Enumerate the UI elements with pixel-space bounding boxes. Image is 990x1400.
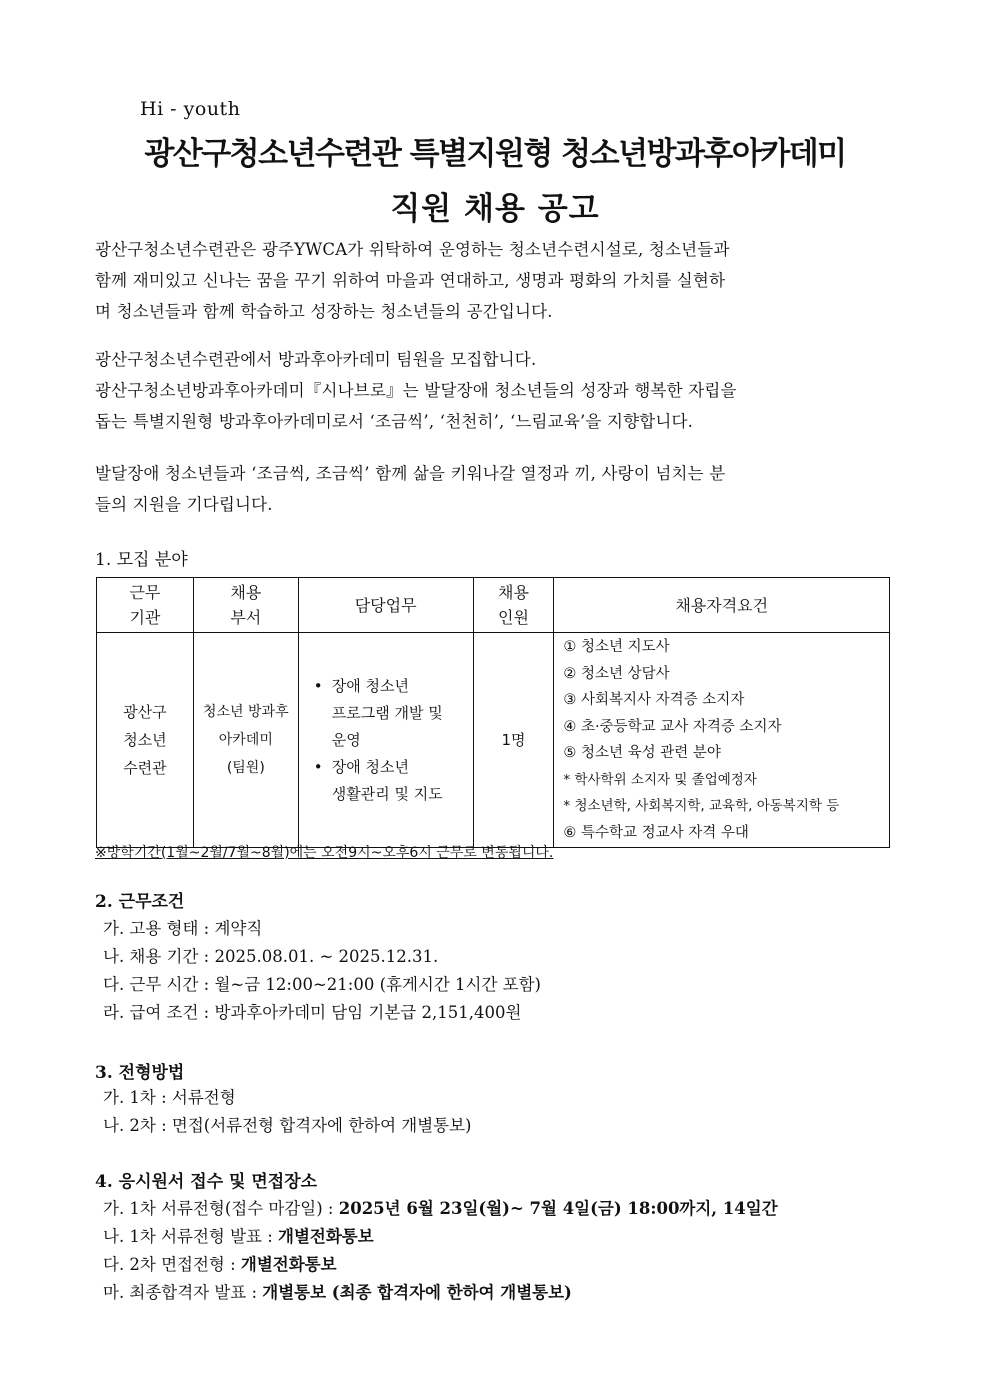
duty-list (300, 673, 472, 808)
duty-text: 생활관리 및 지도 (331, 784, 443, 803)
header-text: 채용 (230, 583, 262, 602)
text-line: 광산구청소년방과후아카데미『시나브로』는 발달장애 청소년들의 성장과 행복한 자립을 (95, 381, 737, 400)
list-item: 가. 고용 형태 : 계약직 (103, 919, 263, 938)
conditions-list (103, 915, 541, 1027)
list-item: * 청소년학, 사회복지학, 교육학, 아동복지학 등 (563, 798, 840, 814)
duty-text: 프로그램 개발 및 (331, 703, 443, 722)
application-list (103, 1195, 778, 1307)
cell-text: 청소년 방과후 (203, 704, 289, 720)
text-line: 며 청소년들과 함께 학습하고 성장하는 청소년들의 공간입니다. (95, 302, 553, 321)
table-row (97, 633, 890, 848)
cell-text: 아카데미 (218, 732, 273, 748)
table-header-row (97, 578, 890, 633)
duty-text: 장애 청소년 (331, 676, 409, 695)
list-item: ⑥ 특수학교 정교사 자격 우대 (563, 824, 749, 841)
qualification-list (555, 634, 888, 846)
section-heading-selection: 3. 전형방법 (95, 1063, 185, 1083)
header-text: 기관 (129, 608, 161, 627)
list-item: * 학사학위 소지자 및 졸업예정자 (563, 771, 757, 788)
list-item: 가. 1차 : 서류전형 (103, 1088, 236, 1107)
cell-duties (298, 633, 473, 848)
header-duty (298, 578, 473, 633)
list-item (314, 754, 472, 808)
item-value: 개별전화통보 (240, 1255, 337, 1274)
header-text: 담당업무 (354, 595, 417, 615)
program-eyebrow: Hi - youth (140, 98, 241, 120)
text-line: 발달장애 청소년들과 ‘조금씩, 조금씩’ 함께 삶을 키워나갈 열정과 끼, 사랑이 넘치는 분 (95, 464, 726, 483)
cell-text: 수련관 (123, 759, 167, 777)
cell-dept (193, 633, 298, 848)
duty-text: 운영 (331, 730, 361, 749)
cell-text: 광산구 (123, 703, 167, 721)
recruitment-table (96, 577, 890, 848)
list-item (103, 1195, 778, 1223)
header-text: 근무 (129, 583, 161, 602)
list-item (314, 673, 472, 754)
text-line: 들의 지원을 기다립니다. (95, 495, 273, 514)
list-item (103, 1223, 778, 1251)
intro-paragraph-3 (95, 458, 895, 520)
header-org (97, 578, 194, 633)
header-dept (193, 578, 298, 633)
item-label: 가. 1차 서류전형(접수 마감일) : (103, 1199, 339, 1218)
vacation-hours-note: ※방학기간(1월~2월/7월~8월)에는 오전9시~오후6시 근무로 변동됩니다. (95, 845, 554, 861)
list-item: ④ 초·중등학교 교사 자격증 소지자 (563, 718, 782, 735)
header-text: 채용자격요건 (675, 595, 769, 615)
intro-paragraph-2 (95, 344, 895, 437)
list-item: ③ 사회복지사 자격증 소지자 (563, 692, 745, 708)
text-line: 광산구청소년수련관은 광주YWCA가 위탁하여 운영하는 청소년수련시설로, 청소년들과 (95, 240, 730, 259)
list-item: ① 청소년 지도사 (563, 639, 670, 655)
list-item: 라. 급여 조건 : 방과후아카데미 담임 기본급 2,151,400원 (103, 1003, 522, 1022)
section-heading-conditions: 2. 근무조건 (95, 892, 185, 912)
cell-org (97, 633, 194, 848)
item-label: 마. 최종합격자 발표 : (103, 1283, 263, 1302)
header-qualifications (554, 578, 890, 633)
header-text: 채용 (498, 583, 529, 602)
cell-text: 청소년 (123, 731, 167, 749)
list-item (103, 1251, 778, 1279)
list-item: ⑤ 청소년 육성 관련 분야 (563, 745, 721, 761)
header-text: 부서 (230, 608, 262, 627)
list-item: 나. 채용 기간 : 2025.08.01. ~ 2025.12.31. (103, 947, 439, 966)
item-value: 2025년 6월 23일(월)~ 7월 4일(금) 18:00까지, 14일간 (338, 1199, 778, 1218)
page-title: 광산구청소년수련관 특별지원형 청소년방과후아카데미 (144, 136, 846, 172)
duty-text: 장애 청소년 (331, 757, 409, 776)
item-value: 개별통보 (최종 합격자에 한하여 개별통보) (262, 1283, 572, 1302)
text-line: 광산구청소년수련관에서 방과후아카데미 팀원을 모집합니다. (95, 350, 537, 369)
list-item: 다. 근무 시간 : 월~금 12:00~21:00 (휴게시간 1시간 포함) (103, 975, 541, 994)
cell-qualifications (554, 633, 890, 848)
list-item (103, 1279, 778, 1307)
cell-text: (팀원) (226, 760, 265, 776)
item-label: 다. 2차 면접전형 : (103, 1255, 241, 1274)
section-heading-application: 4. 응시원서 접수 및 면접장소 (95, 1172, 318, 1192)
header-count (473, 578, 554, 633)
page-subtitle: 직원 채용 공고 (390, 191, 600, 227)
item-label: 나. 1차 서류전형 발표 : (103, 1227, 279, 1246)
header-text: 인원 (498, 608, 529, 627)
text-line: 돕는 특별지원형 방과후아카데미로서 ‘조금씩’, ‘천천히’, ‘느림교육’을 지향합니다. (95, 412, 694, 431)
list-item: 나. 2차 : 면접(서류전형 합격자에 한하여 개별통보) (103, 1116, 472, 1135)
list-item: ② 청소년 상담사 (563, 665, 670, 682)
text-line: 함께 재미있고 신나는 꿈을 꾸기 위하여 마을과 연대하고, 생명과 평화의 가치를 실현하 (95, 271, 726, 290)
intro-paragraph-1 (95, 234, 895, 327)
cell-count: 1명 (473, 633, 554, 848)
item-value: 개별전화통보 (278, 1227, 374, 1246)
selection-list (103, 1084, 472, 1140)
section-heading-recruitment: 1. 모집 분야 (95, 550, 188, 570)
